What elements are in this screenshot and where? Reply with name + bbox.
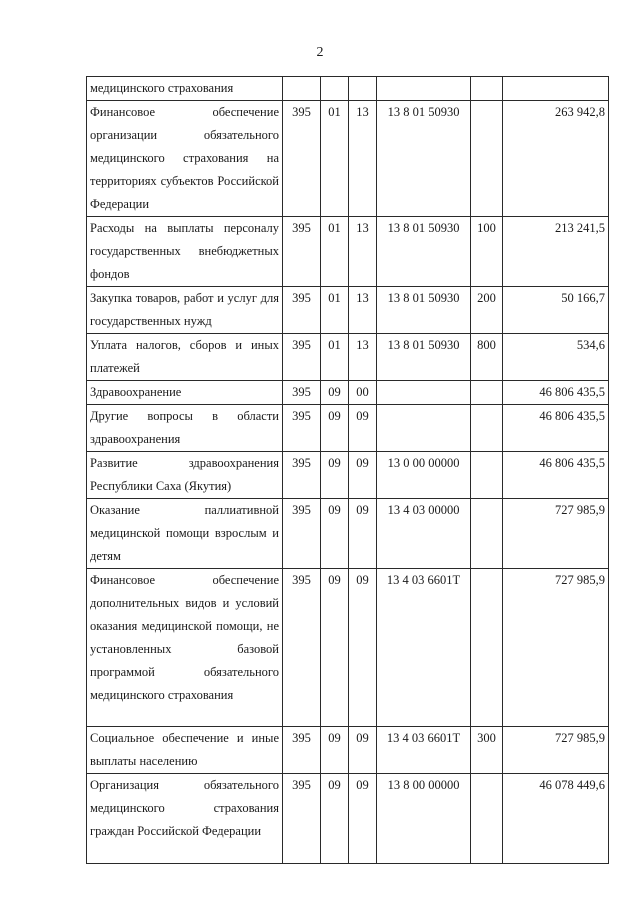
row-name: Развитие здравоохранения Республики Саха (Якутия) [87,452,283,499]
ministry-code: 395 [283,217,321,287]
ministry-code: 395 [283,499,321,569]
row-name: Финансовое обеспечение организации обязательного медицинского страхования на территориях субъектов Российской Федерации [87,101,283,217]
expense-type-code [471,381,503,405]
target-article-code: 13 0 00 00000 [377,452,471,499]
table-row [87,381,609,405]
budget-table [86,76,609,864]
subsection-code: 09 [349,727,377,774]
ministry-code: 395 [283,405,321,452]
section-code [321,77,349,101]
amount: 727 985,9 [503,727,609,774]
table-row [87,101,609,217]
amount: 263 942,8 [503,101,609,217]
target-article-code [377,405,471,452]
amount: 213 241,5 [503,217,609,287]
table-row [87,452,609,499]
section-code: 09 [321,405,349,452]
section-code: 01 [321,334,349,381]
ministry-code: 395 [283,101,321,217]
target-article-code: 13 4 03 00000 [377,499,471,569]
amount: 46 806 435,5 [503,452,609,499]
expense-type-code [471,405,503,452]
page-number: 2 [316,45,324,60]
target-article-code [377,77,471,101]
amount: 46 806 435,5 [503,381,609,405]
section-code: 01 [321,101,349,217]
table-row [87,334,609,381]
table-row [87,569,609,727]
ministry-code: 395 [283,569,321,727]
target-article-code: 13 4 03 6601Т [377,727,471,774]
row-name: Оказание паллиативной медицинской помощи взрослым и детям [87,499,283,569]
section-code: 01 [321,287,349,334]
subsection-code: 13 [349,287,377,334]
amount: 46 078 449,6 [503,774,609,864]
subsection-code: 00 [349,381,377,405]
target-article-code: 13 8 01 50930 [377,334,471,381]
expense-type-code [471,569,503,727]
expense-type-code [471,452,503,499]
expense-type-code [471,774,503,864]
row-name: Финансовое обеспечение дополнительных видов и условий оказания медицинской помощи, не установленных базовой программой обязательного медицинского страхования [87,569,283,727]
table-row [87,77,609,101]
amount: 50 166,7 [503,287,609,334]
subsection-code: 09 [349,569,377,727]
ministry-code [283,77,321,101]
expense-type-code: 100 [471,217,503,287]
table-row [87,405,609,452]
amount: 46 806 435,5 [503,405,609,452]
row-name: Другие вопросы в области здравоохранения [87,405,283,452]
section-code: 01 [321,217,349,287]
target-article-code: 13 8 01 50930 [377,101,471,217]
expense-type-code [471,499,503,569]
table-row [87,499,609,569]
row-name: Здравоохранение [87,381,283,405]
expense-type-code [471,101,503,217]
section-code: 09 [321,499,349,569]
ministry-code: 395 [283,727,321,774]
ministry-code: 395 [283,452,321,499]
subsection-code: 13 [349,101,377,217]
amount [503,77,609,101]
subsection-code: 09 [349,405,377,452]
target-article-code [377,381,471,405]
section-code: 09 [321,774,349,864]
ministry-code: 395 [283,774,321,864]
row-name: Социальное обеспечение и иные выплаты населению [87,727,283,774]
expense-type-code: 200 [471,287,503,334]
expense-type-code: 800 [471,334,503,381]
row-name: Уплата налогов, сборов и иных платежей [87,334,283,381]
amount: 727 985,9 [503,499,609,569]
table-row [87,217,609,287]
subsection-code: 09 [349,499,377,569]
section-code: 09 [321,452,349,499]
ministry-code: 395 [283,287,321,334]
expense-type-code [471,77,503,101]
section-code: 09 [321,569,349,727]
expense-type-code: 300 [471,727,503,774]
section-code: 09 [321,381,349,405]
row-name: Расходы на выплаты персоналу государственных внебюджетных фондов [87,217,283,287]
target-article-code: 13 8 01 50930 [377,287,471,334]
section-code: 09 [321,727,349,774]
subsection-code: 13 [349,334,377,381]
table-row [87,774,609,864]
ministry-code: 395 [283,334,321,381]
target-article-code: 13 4 03 6601Т [377,569,471,727]
table-row [87,287,609,334]
table-row [87,727,609,774]
amount: 534,6 [503,334,609,381]
row-name: Организация обязательного медицинского страхования граждан Российской Федерации [87,774,283,864]
ministry-code: 395 [283,381,321,405]
amount: 727 985,9 [503,569,609,727]
target-article-code: 13 8 00 00000 [377,774,471,864]
row-name: Закупка товаров, работ и услуг для государственных нужд [87,287,283,334]
subsection-code [349,77,377,101]
subsection-code: 09 [349,452,377,499]
subsection-code: 09 [349,774,377,864]
row-name: медицинского страхования [87,77,283,101]
target-article-code: 13 8 01 50930 [377,217,471,287]
subsection-code: 13 [349,217,377,287]
